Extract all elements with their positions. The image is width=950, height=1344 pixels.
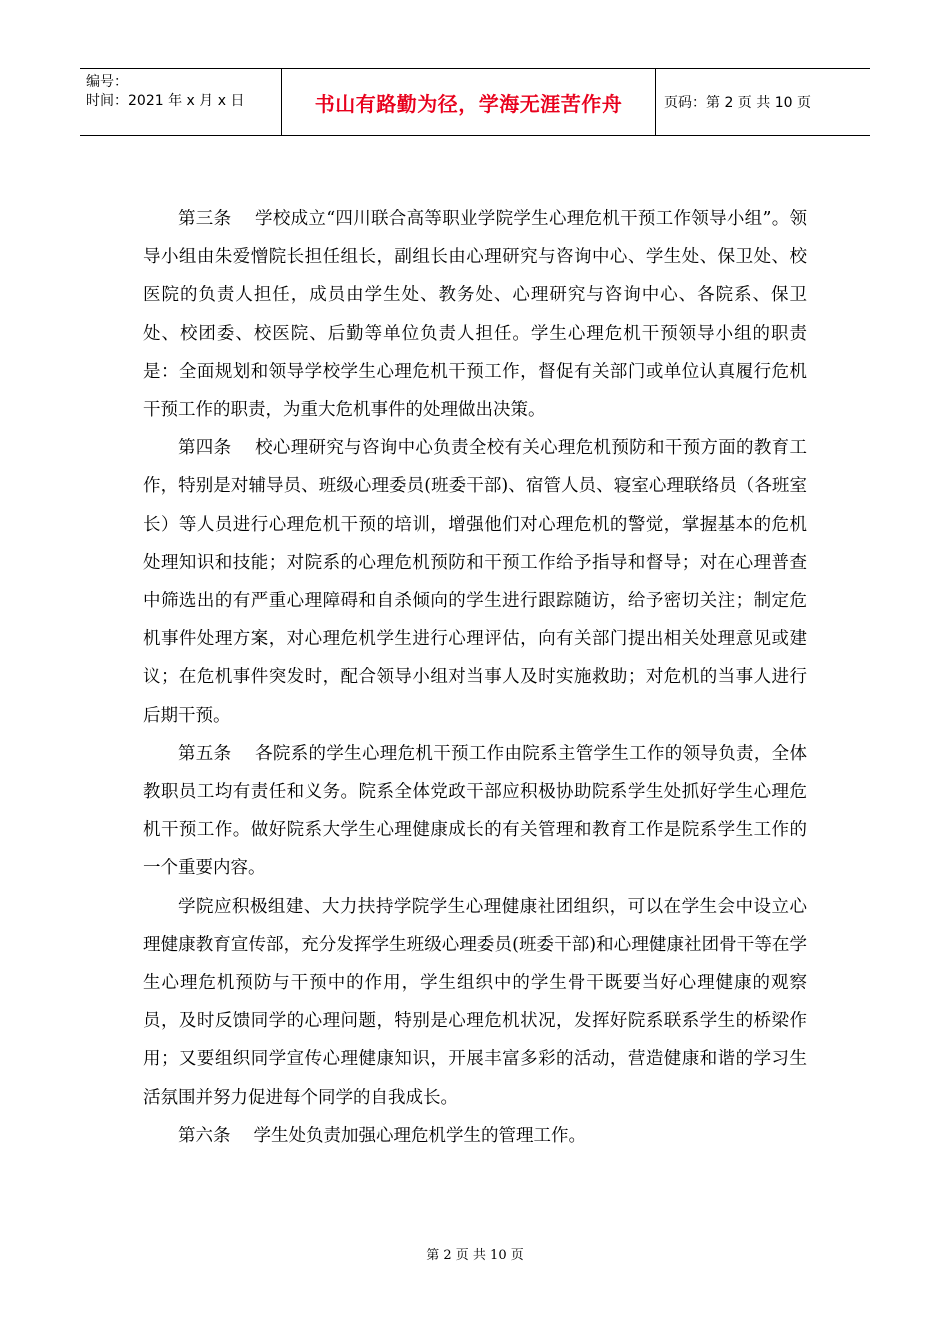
- header-motto: 书山有路勤为径，学海无涯苦作舟: [282, 69, 656, 135]
- paragraph-article-4: 第四条 校心理研究与咨询中心负责全校有关心理危机预防和干预方面的教育工作，特别是对辅导员、班级心理委员(班委干部)、宿管人员、寝室心理联络员（各班室长）等人员进行心理危机干预的培训，增强他们对心理危机的警觉，掌握基本的危机处理知识和技能；对院系的心理危机预防和干预工作给予指导和督导；对在心理普查中筛选出的有严重心理障碍和自杀倾向的学生进行跟踪随访，给予密切关注；制定危机事件处理方案，对心理危机学生进行心理评估，向有关部门提出相关处理意见或建议；在危机事件突发时，配合领导小组对当事人及时实施救助；对危机的当事人进行后期干预。: [143, 438, 807, 726]
- page-footer: 第 2 页 共 10 页: [426, 1248, 524, 1263]
- header-page-code: 页码：第 2 页 共 10 页: [664, 95, 811, 111]
- page-header: [80, 68, 870, 136]
- paragraph-article-5: 第五条 各院系的学生心理危机干预工作由院系主管学生工作的领导负责，全体教职员工均有责任和义务。院系全体党政干部应积极协助院系学生处抓好学生心理危机干预工作。做好院系大学生心理健康成长的有关管理和教育工作是院系学生工作的一个重要内容。: [143, 743, 807, 879]
- header-meta: [80, 69, 282, 135]
- document-body: [143, 200, 807, 1155]
- paragraph-article-3: 第三条 学校成立“四川联合高等职业学院学生心理危机干预工作领导小组”。领导小组由朱爱憎院长担任组长，副组长由心理研究与咨询中心、学生处、保卫处、校医院的负责人担任，成员由学生处、教务处、心理研究与咨询中心、各院系、保卫处、校团委、校医院、后勤等单位负责人担任。学生心理危机干预领导小组的职责是：全面规划和领导学校学生心理危机干预工作，督促有关部门或单位认真履行危机干预工作的职责，为重大危机事件的处理做出决策。: [143, 209, 807, 421]
- paragraph-article-6: 第六条 学生处负责加强心理危机学生的管理工作。: [178, 1125, 587, 1146]
- paragraph-student-associations: 学院应积极组建、大力扶持学院学生心理健康社团组织，可以在学生会中设立心理健康教育宣传部，充分发挥学生班级心理委员(班委干部)和心理健康社团骨干等在学生心理危机预防与干预中的作用，学生组织中的学生骨干既要当好心理健康的观察员，及时反馈同学的心理问题，特别是心理危机状况，发挥好院系联系学生的桥梁作用；又要组织同学宣传心理健康知识，开展丰富多彩的活动，营造健康和谐的学习生活氛围并努力促进每个同学的自我成长。: [143, 896, 807, 1108]
- document-number-label: 编号：: [86, 74, 128, 90]
- document-date-label: 时间：2021 年 x 月 x 日: [86, 93, 245, 109]
